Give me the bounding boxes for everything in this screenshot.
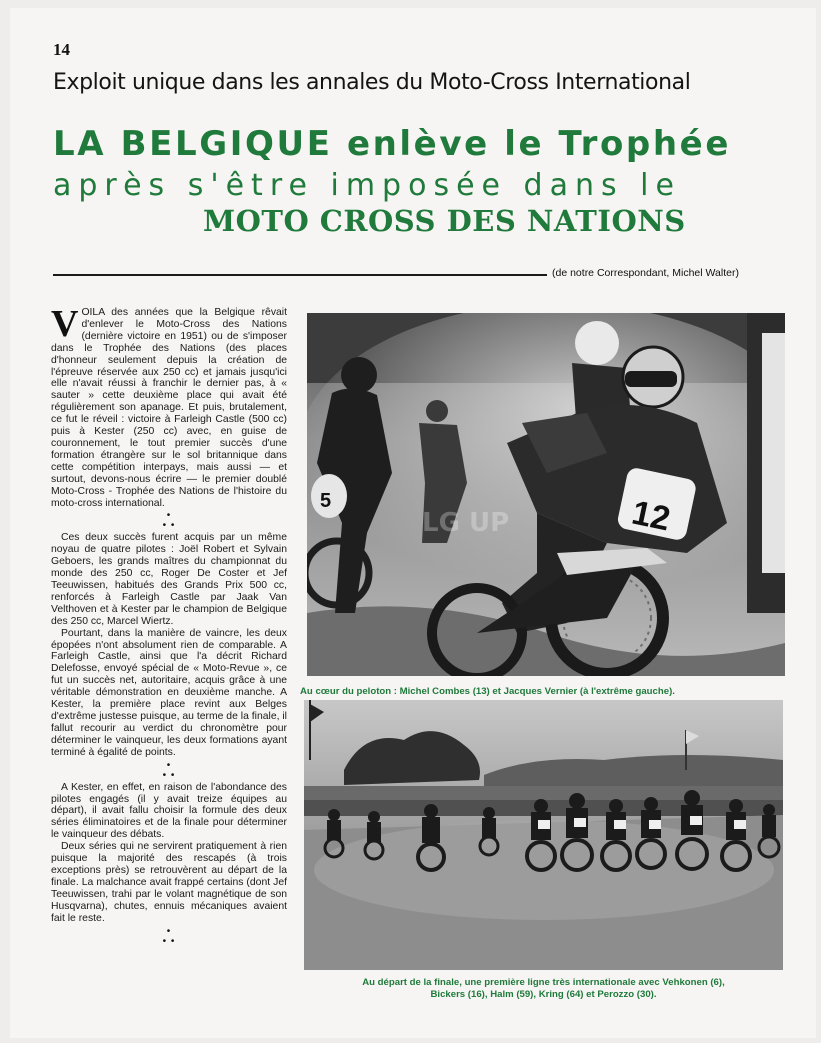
article-paragraph-5: Deux séries qui ne servirent pratiquement à rien puisque la majorité des rescapés (à trois exceptions près) se retrouvèrent au départ de la finale. La malchance avait frappé certains (dont Jef Teeuwissen, trahi par le volant magnétique de son Husqvarna), chutes, ennuis mécaniques avaient fait le reste. [51, 841, 287, 924]
watermark: LG UP [422, 508, 510, 538]
byline: (de notre Correspondant, Michel Walter) [552, 267, 739, 279]
article-paragraph-1 [51, 307, 287, 509]
caption-top-photo: Au cœur du peloton : Michel Combes (13) et Jacques Vernier (à l'extrême gauche). [300, 686, 675, 697]
photo-riders-pack-image [307, 313, 785, 676]
headline-line-3: MOTO CROSS DES NATIONS [203, 204, 686, 238]
caption-bottom-line-2: Bickers (16), Halm (59), Kring (64) et Perozzo (30). [430, 989, 657, 1000]
kicker-headline: Exploit unique dans les annales du Moto-Cross International [53, 70, 691, 95]
photo-riders-pack [307, 313, 785, 676]
article-paragraph-2: Ces deux succès furent acquis par un même noyau de quatre pilotes : Joël Robert et Sylvain Geboers, les grands maîtres du championnat du monde des 250 cc, Roger De Coster et Jef Teeuwissen, habitués des Grands Prix 500 cc, renforcés à Farleigh Castle par Jaak Van Velthoven et à Kester par le champion de Belgique des 250 cc, Marcel Wiertz. [51, 532, 287, 627]
separator-dots: • • • [162, 925, 176, 947]
rider-number-12: 12 [628, 493, 674, 539]
separator-dots: • • • [162, 759, 176, 781]
article-column [51, 307, 287, 997]
headline-line-2: après s'être imposée dans le [53, 168, 681, 203]
page-number: 14 [53, 40, 70, 59]
article-paragraph-4: A Kester, en effet, en raison de l'abondance des pilotes engagés (il y avait treize équipes au départ), il avait fallu choisir la formule des deux séries éliminatoires et de la finale pour déterminer le vainqueur des débats. [51, 781, 287, 841]
headline-line-1: LA BELGIQUE enlève le Trophée [53, 124, 731, 164]
article-paragraph-1-text: OILA des années que la Belgique rêvait d'enlever le Moto-Cross des Nations (dernière victoire en 1951) ou de s'imposer dans le Trophée des Nations (des places d'honneur seulement depuis la création de l'épreuve réservée aux 250 cc) et jamais jusqu'ici elle n'avait réussi à franchir le dernier pas, à « sauter » cette deuxième place qui avait été régulièrement son apanage. Et puis, brutalement, ce fut le réveil : victoire à Farleigh Castle (500 cc) puis à Kester (250 cc) avec, en guise de couronnement, le tout premier succès d'une formation étrangère sur le sol britannique dans cette compétition interpays, mais aussi — et surtout, devons-nous écrire — le premier doublé Moto-Cross - Trophée des Nations de l'histoire du moto-cross international. [51, 307, 287, 509]
separator-dots: • • • [162, 510, 176, 532]
byline-rule [53, 274, 547, 276]
caption-bottom-line-1: Au départ de la finale, une première ligne très internationale avec Vehkonen (6), [362, 977, 725, 988]
caption-bottom-photo [300, 977, 787, 1001]
rider-number-5: 5 [320, 490, 332, 512]
photo-start-final-image [304, 700, 783, 970]
article-paragraph-3: Pourtant, dans la manière de vaincre, les deux épopées n'ont absolument rien de comparable. A Farleigh Castle, ainsi que l'a décrit Richard Delefosse, envoyé spécial de « Moto-Revue », ce fut un succès net, autoritaire, acquis grâce à une véritable démonstration en deuxième manche. A Kester, la première place revint aux Belges d'extrême justesse puisque, au terme de la finale, il fallut recourir au verdict du chronomètre pour déterminer le vainqueur, les deux formations ayant terminé à égalité de points. [51, 627, 287, 758]
photo-start-final [304, 700, 783, 970]
dropcap: V [51, 307, 79, 345]
